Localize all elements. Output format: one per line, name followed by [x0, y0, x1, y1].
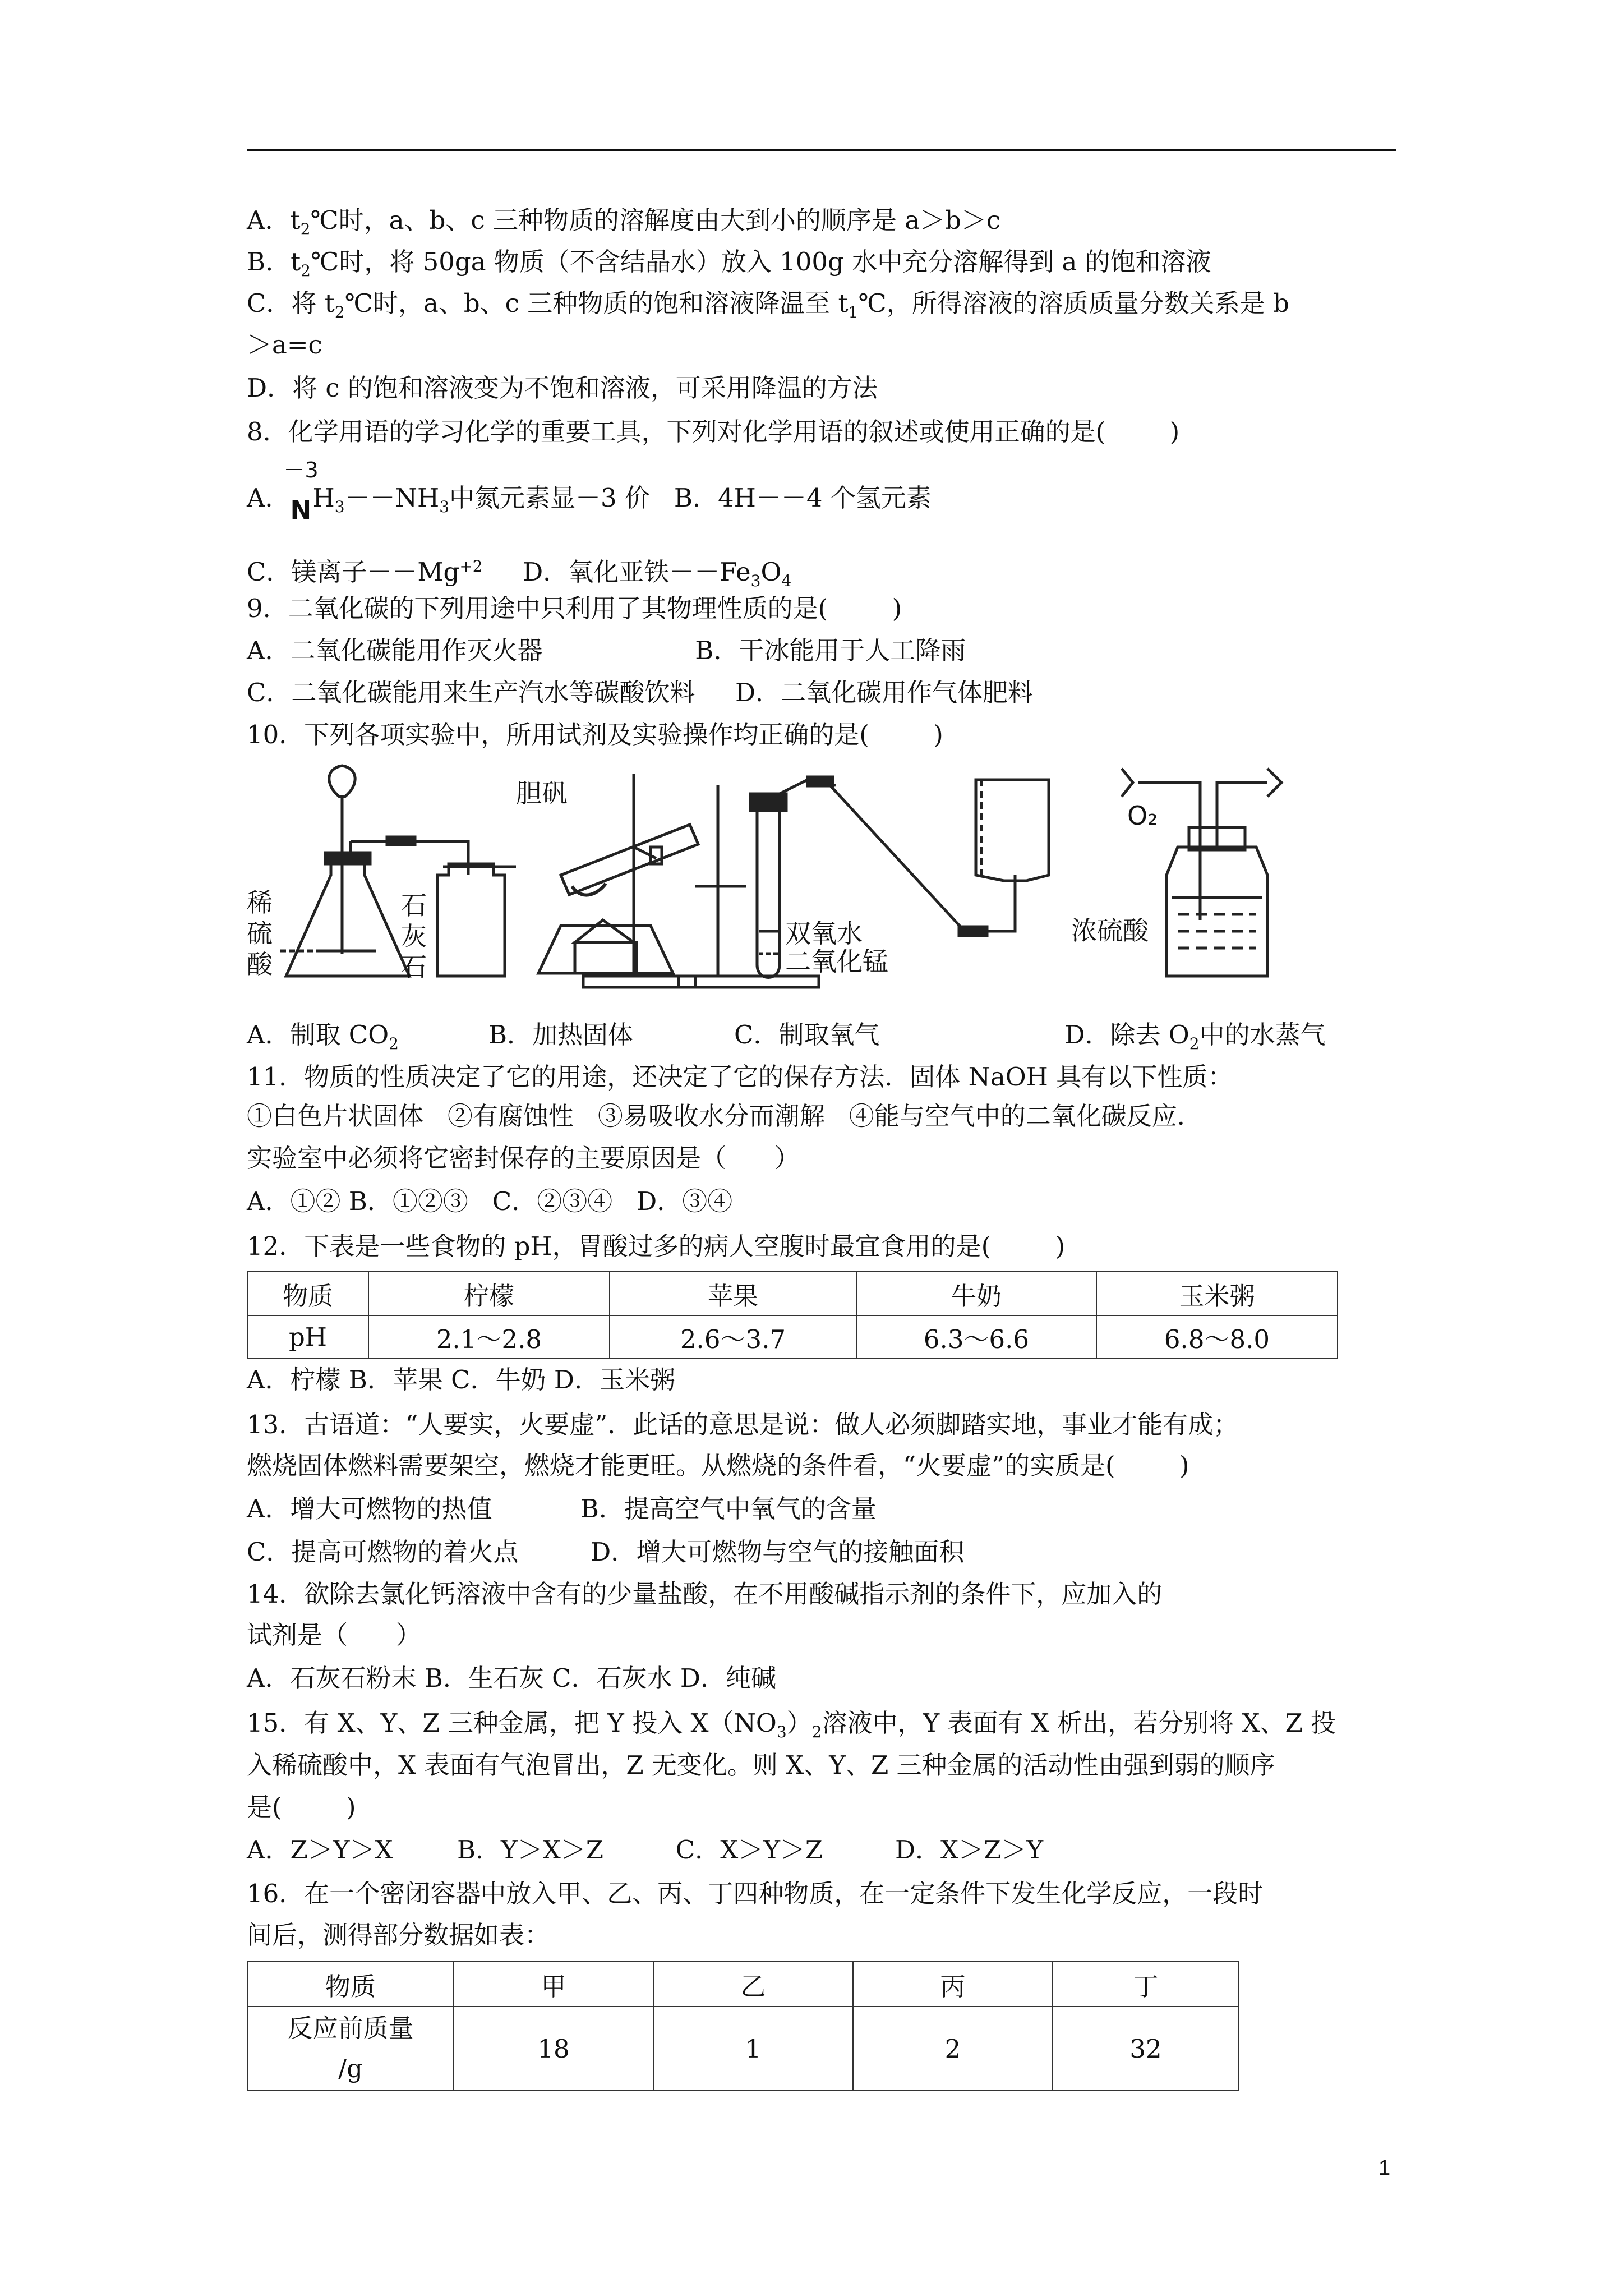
mass-cell: 18 — [454, 2007, 653, 2091]
mass-row-label: 反应前质量 /g — [247, 2007, 454, 2091]
q12-options: A．柠檬 B．苹果 C．牛奶 D．玉米粥 — [247, 1365, 675, 1395]
q9-stem: 9．二氧化碳的下列用途中只利用了其物理性质的是( ) — [247, 593, 902, 623]
page-number: 1 — [1378, 2156, 1391, 2180]
ph-cell: 2.1～2.8 — [368, 1315, 610, 1358]
q7-option-c: C．将 $t_2℃$时，a、b、c 三种物质的饱和溶液降温至 $t_1℃$，所得溶液的溶质质量分数关系是 b — [247, 288, 1289, 321]
q11-question: 实验室中必须将它密封保存的主要原因是（ ） — [247, 1143, 800, 1173]
mass-table-header — [247, 1962, 1239, 2007]
q15-options: A．Z＞Y＞X B．Y＞X＞Z C．X＞Y＞Z D．X＞Z＞Y — [247, 1835, 1044, 1865]
ph-header-cell: 牛奶 — [856, 1272, 1096, 1315]
q13-options-ab: A．增大可燃物的热值 B．提高空气中氧气的含量 — [247, 1494, 877, 1524]
mass-header-cell: 乙 — [653, 1962, 853, 2007]
q7-option-c-cont: ＞a=c — [247, 330, 322, 360]
ph-table — [247, 1271, 1338, 1359]
ph-header-cell: 玉米粥 — [1096, 1272, 1338, 1315]
nitrogen-symbol: N — [290, 495, 312, 525]
mass-cell: 2 — [853, 2007, 1053, 2091]
q10-stem: 10．下列各项实验中，所用试剂及实验操作均正确的是( ) — [247, 720, 943, 749]
mass-header-cell: 甲 — [454, 1962, 653, 2007]
q14-options: A．石灰石粉末 B．生石灰 C．石灰水 D．纯碱 — [247, 1663, 776, 1693]
mass-cell: 1 — [653, 2007, 853, 2091]
dilute-acid-char-3: 酸 — [247, 949, 273, 979]
apparatus-c — [679, 777, 1049, 987]
hydrogen-peroxide-label: 双氧水 — [785, 918, 863, 949]
q9-options-ab: A．二氧化碳能用作灭火器 B．干冰能用于人工降雨 — [247, 636, 966, 665]
ph-cell: 2.6～3.7 — [610, 1315, 856, 1358]
q15-line-1: 15．有 X、Y、Z 三种金属，把 Y 投入 $X(NO_3)_2$溶液中，Y 表面有 X 析出，若分别将 X、Z 投 — [247, 1708, 1336, 1741]
q14-line-1: 14．欲除去氯化钙溶液中含有的少量盐酸，在不用酸碱指示剂的条件下，应加入的 — [247, 1579, 1163, 1609]
ph-header-cell: 物质 — [247, 1272, 368, 1315]
manganese-dioxide-label: 二氧化锰 — [785, 946, 888, 977]
q10-apparatus-figure — [247, 763, 1368, 1004]
q7-option-d: D．将 c 的饱和溶液变为不饱和溶液，可采用降温的方法 — [247, 373, 878, 403]
q14-line-2: 试剂是（ ） — [247, 1620, 421, 1650]
mass-header-cell: 丙 — [853, 1962, 1053, 2007]
dilute-acid-char-2: 硫 — [247, 918, 273, 949]
header-rule — [247, 149, 1396, 151]
limestone-char-3: 石 — [401, 952, 427, 982]
valence-mark: －3 — [283, 458, 319, 482]
q10-options: A．制取 $CO_2$ B．加热固体 C．制取氧气 D．除去 $O_2$中的水蒸气 — [247, 1020, 1326, 1053]
ph-table-row — [247, 1315, 1338, 1358]
ph-cell: 6.3～6.6 — [856, 1315, 1096, 1358]
q9-options-cd: C．二氧化碳能用来生产汽水等碳酸饮料 D．二氧化碳用作气体肥料 — [247, 678, 1034, 707]
apparatus-b — [516, 774, 698, 987]
ph-table-header — [247, 1272, 1338, 1315]
q16-line-2: 间后，测得部分数据如表： — [247, 1920, 550, 1950]
mass-table-row — [247, 2007, 1239, 2091]
q13-line-2: 燃烧固体燃料需要架空，燃烧才能更旺。从燃烧的条件看，“火要虚”的实质是( ) — [247, 1451, 1189, 1480]
conc-sulfuric-acid-label: 浓硫酸 — [1071, 915, 1149, 946]
ph-header-cell: 柠檬 — [368, 1272, 610, 1315]
apparatus-a — [247, 766, 516, 982]
dilute-acid-char-1: 稀 — [247, 887, 273, 918]
q13-line-1: 13．古语道：“人要实，火要虚”．此话的意思是说：做人必须脚踏实地，事业才能有成； — [247, 1410, 1239, 1439]
oxygen-label: O₂ — [1127, 800, 1158, 831]
mass-cell: 32 — [1053, 2007, 1239, 2091]
limestone-char-2: 灰 — [401, 921, 427, 951]
ph-cell: pH — [247, 1315, 368, 1358]
limestone-char-1: 石 — [401, 890, 427, 921]
ph-cell: 6.8～8.0 — [1096, 1315, 1338, 1358]
q8-stem: 8．化学用语的学习化学的重要工具，下列对化学用语的叙述或使用正确的是( ) — [247, 417, 1180, 447]
q8-option-cd: C．镁离子$--Mg^{+2}$ D．氧化亚铁$--Fe_3O_4$ — [247, 557, 792, 590]
q8-option-ab: A． －3 $NH_3--NH_3$中氮元素显－3 价 B．4H－－4 个氢元素 — [247, 481, 932, 524]
q12-stem: 12．下表是一些食物的 pH，胃酸过多的病人空腹时最宜食用的是( ) — [247, 1231, 1066, 1261]
alum-label: 胆矾 — [516, 778, 568, 808]
mass-header-cell: 物质 — [247, 1962, 454, 2007]
q7-option-b: B．$t_2℃$时，将 50ga 物质（不含结晶水）放入 100g 水中充分溶解得到 a 的饱和溶液 — [247, 247, 1211, 280]
q15-line-3: 是( ) — [247, 1792, 356, 1822]
q11-stem: 11．物质的性质决定了它的用途，还决定了它的保存方法．固体 NaOH 具有以下性质： — [247, 1062, 1233, 1092]
q13-options-cd: C．提高可燃物的着火点 D．增大可燃物与空气的接触面积 — [247, 1537, 965, 1567]
ph-header-cell: 苹果 — [610, 1272, 856, 1315]
q11-properties: ①白色片状固体 ②有腐蚀性 ③易吸收水分而潮解 ④能与空气中的二氧化碳反应． — [247, 1101, 1202, 1131]
q11-options: A．①② B．①②③ C．②③④ D．③④ — [247, 1186, 733, 1216]
q15-line-2: 入稀硫酸中，X 表面有气泡冒出，Z 无变化。则 X、Y、Z 三种金属的活动性由强到弱的顺序 — [247, 1750, 1275, 1780]
mass-table — [247, 1961, 1239, 2091]
mass-header-cell: 丁 — [1053, 1962, 1239, 2007]
q7-option-a: A．$t_2℃$时，a、b、c 三种物质的溶解度由大到小的顺序是 a＞b＞c — [247, 205, 1001, 238]
apparatus-d — [1071, 769, 1281, 976]
q16-line-1: 16．在一个密闭容器中放入甲、乙、丙、丁四种物质，在一定条件下发生化学反应，一段时 — [247, 1879, 1264, 1908]
